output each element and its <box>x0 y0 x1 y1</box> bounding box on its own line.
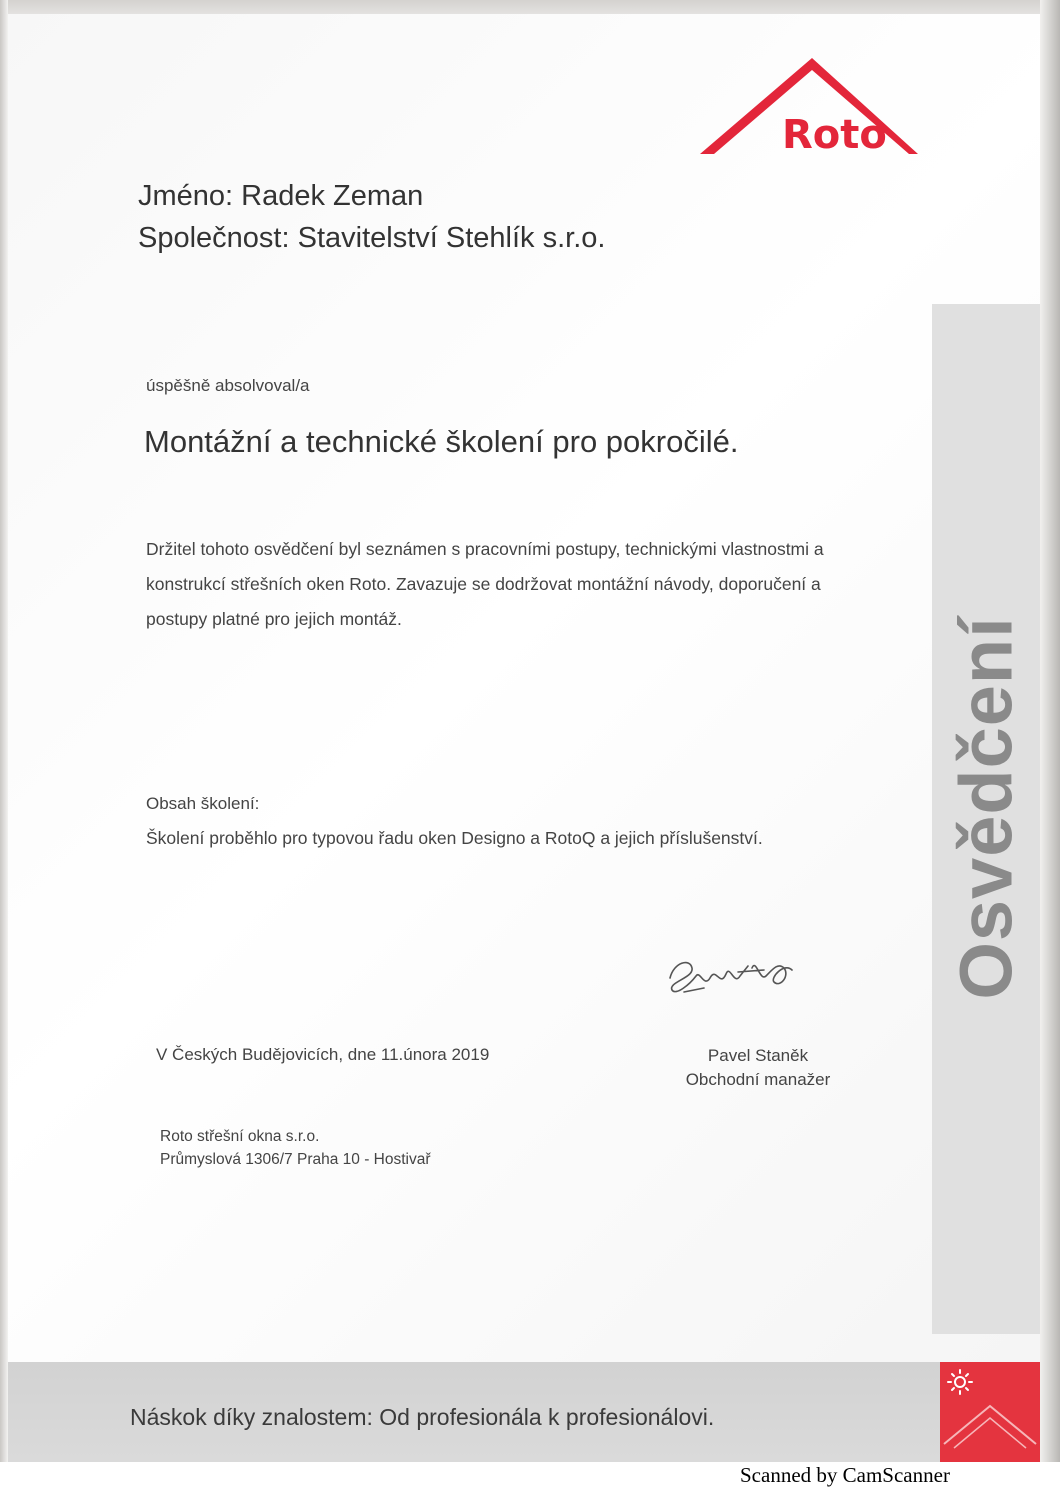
footer-red-box <box>940 1362 1040 1462</box>
sun-roof-icon <box>940 1362 1040 1462</box>
contents-label: Obsah školení: <box>146 794 260 813</box>
roto-logo-text: Roto <box>782 112 887 158</box>
scan-edge-left <box>0 0 8 1462</box>
completed-label: úspěšně absolvoval/a <box>146 376 310 395</box>
recipient-company: Společnost: Stavitelství Stehlík s.r.o. <box>138 222 606 254</box>
scanner-credit: Scanned by CamScanner <box>740 1463 950 1487</box>
place-and-date: V Českých Budějovicích, dne 11.února 2019 <box>156 1045 490 1064</box>
scan-edge-right <box>1040 0 1060 1462</box>
contents-text: Školení proběhlo pro typovou řadu oken Designo a RotoQ a jejich příslušenství. <box>146 828 763 848</box>
signer-name: Pavel Staněk <box>707 1046 809 1065</box>
issuer-address: Průmyslová 1306/7 Praha 10 - Hostivař <box>160 1151 431 1168</box>
certificate-vertical-title: Osvědčení <box>944 616 1028 1000</box>
course-title: Montážní a technické školení pro pokročilé. <box>144 424 739 459</box>
signer-role: Obchodní manažer <box>685 1070 831 1089</box>
handwritten-signature <box>660 948 810 1004</box>
certificate-description: Držitel tohoto osvědčení byl seznámen s pracovními postupy, technickými vlastnostmi a konstrukcí střešních oken Roto. Zavazuje se dodržovat montážní návody, doporučení a postupy platné pro jejich montáž. <box>146 539 824 629</box>
issuer-name: Roto střešní okna s.r.o. <box>160 1128 320 1145</box>
footer-slogan: Náskok díky znalostem: Od profesionála k profesionálovi. <box>130 1404 715 1430</box>
recipient-name: Jméno: Radek Zeman <box>138 180 424 212</box>
